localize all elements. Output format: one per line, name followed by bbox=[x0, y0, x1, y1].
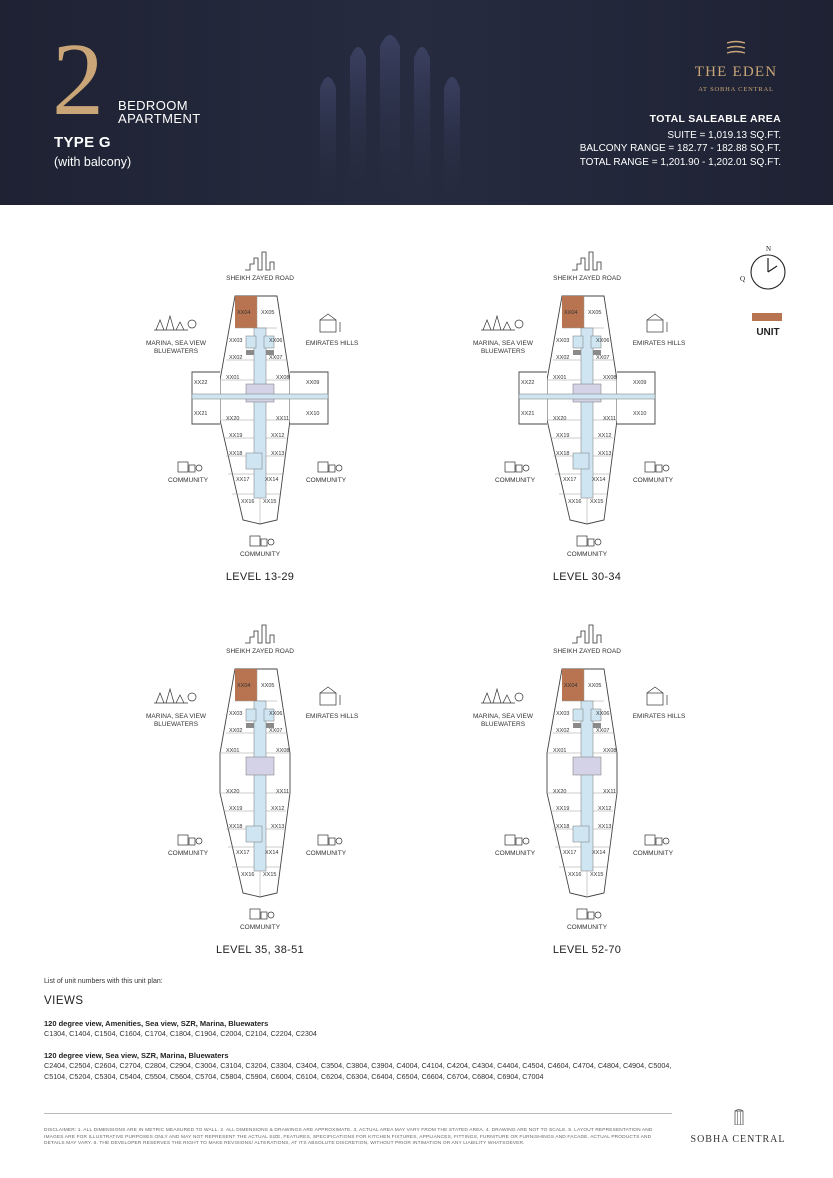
floorplan-level-35-38-51 bbox=[140, 621, 380, 966]
type-label: TYPE G bbox=[54, 134, 111, 151]
community-label-east: COMMUNITY bbox=[632, 477, 674, 484]
unit-label-u01: XX01 bbox=[226, 375, 240, 381]
unit-label-u06: XX06 bbox=[269, 338, 283, 344]
unit-label-u09: XX09 bbox=[306, 380, 320, 386]
unit-label-u13: XX13 bbox=[598, 824, 612, 830]
unit-label-u07: XX07 bbox=[269, 728, 283, 734]
wing-corridor bbox=[519, 394, 655, 399]
unit-label-u10: XX10 bbox=[633, 411, 647, 417]
arches-graphic bbox=[318, 28, 468, 205]
bedroom-number: 2 bbox=[52, 22, 104, 137]
core-stair-1 bbox=[573, 336, 583, 348]
unit-label-u03: XX03 bbox=[556, 338, 570, 344]
core-stair-3 bbox=[573, 826, 589, 842]
unit-label-u04: XX04 bbox=[237, 683, 251, 689]
community-label-south: COMMUNITY bbox=[239, 551, 281, 558]
unit-label-u17: XX17 bbox=[563, 850, 577, 856]
views-heading: VIEWS bbox=[44, 995, 84, 1007]
unit-label-u16: XX16 bbox=[568, 499, 582, 505]
core-stair-3 bbox=[246, 826, 262, 842]
view-group-units-1: C1304, C1404, C1504, C1604, C1704, C1804, C1904, C2004, C2104, C2204, C2304 bbox=[44, 1029, 317, 1038]
view-group-title-1: 120 degree view, Amenities, Sea view, SZR, Marina, Bluewaters bbox=[44, 1019, 269, 1028]
community-label-south: COMMUNITY bbox=[566, 551, 608, 558]
unit-label-u21: XX21 bbox=[194, 411, 208, 417]
unit-label-u21: XX21 bbox=[521, 411, 535, 417]
marina-line-2: BLUEWATERS bbox=[480, 721, 526, 728]
unit-label-u16: XX16 bbox=[241, 499, 255, 505]
unit-label-u18: XX18 bbox=[229, 824, 243, 830]
community-label-south: COMMUNITY bbox=[566, 924, 608, 931]
total-range: TOTAL RANGE = 1,201.90 - 1,202.01 SQ.FT. bbox=[579, 156, 781, 168]
unit-label-u05: XX05 bbox=[261, 683, 275, 689]
skyline-icon bbox=[572, 252, 601, 270]
unit-label-u02: XX02 bbox=[229, 355, 243, 361]
unit-label-u18: XX18 bbox=[229, 451, 243, 457]
q-marker: Q bbox=[740, 275, 746, 283]
road-label: SHEIKH ZAYED ROAD bbox=[226, 275, 294, 282]
emirates-hills-icon bbox=[647, 687, 667, 705]
unit-label-u15: XX15 bbox=[263, 499, 277, 505]
floorplan-level-13-29 bbox=[140, 248, 380, 593]
community-icon-2 bbox=[645, 835, 669, 845]
marina-line-1: MARINA, SEA VIEW bbox=[146, 340, 206, 347]
unit-label-u14: XX14 bbox=[592, 850, 606, 856]
core-corridor bbox=[254, 701, 266, 871]
unit-label-u22: XX22 bbox=[194, 380, 208, 386]
disclaimer-text: DISCLAIMER: 1. ALL DIMENSIONS ARE IN METRIC MEASURED TO WALL. 2. ALL DIMENSIONS & DRAWINGS ARE APPROXIMATE. 3. ACTUAL AREA MAY VARY FROM THE STATED AREA. 4. DRAWING ARE NOT TO SCALE. 5. LAYOUT REPRESENTATION AND IMAGES ARE FOR ILLUSTRATIVE PURPOSES ONLY AND MAY NOT REPRESENT THE ACTUAL SIZE, FEATURES, SPECIFICATIONS FOR KITCHEN FIXTURES, APPLIANCES, FITTINGS, FURNITURE OR FURNISHINGS AND FACADE. ACTUAL PRODUCTS AND DETAILS MAY VARY. 6. THE DEVELOPER RESERVES THE RIGHT TO MAKE REVISIONS/ ALTERATIONS, AT ITS ABSOLUTE DISCRETION, WITHOUT PRIOR INTIMATION OR ANY LIABILITY WHATSOEVER. bbox=[44, 1128, 653, 1147]
community-icon-1 bbox=[178, 462, 202, 472]
unit-label-u11: XX11 bbox=[603, 416, 617, 422]
unit-label-u14: XX14 bbox=[592, 477, 606, 483]
compass-icon bbox=[738, 244, 788, 294]
community-label-east: COMMUNITY bbox=[305, 477, 347, 484]
unit-label-u05: XX05 bbox=[588, 310, 602, 316]
marina-label bbox=[467, 713, 539, 729]
unit-label-u09: XX09 bbox=[633, 380, 647, 386]
unit-label-u13: XX13 bbox=[598, 451, 612, 457]
floorplan-drawing bbox=[467, 621, 707, 966]
road-label: SHEIKH ZAYED ROAD bbox=[226, 648, 294, 655]
unit-label-u12: XX12 bbox=[271, 433, 285, 439]
unit-label-u05: XX05 bbox=[588, 683, 602, 689]
core-corridor bbox=[581, 328, 593, 498]
marina-label bbox=[467, 340, 539, 356]
logo-title: THE EDEN bbox=[694, 64, 778, 80]
unit-label-u03: XX03 bbox=[556, 711, 570, 717]
marina-icon bbox=[481, 689, 523, 703]
saleable-area-title: TOTAL SALEABLE AREA bbox=[649, 113, 781, 125]
sobha-central-tower-icon bbox=[734, 1108, 744, 1125]
unit-label-u08: XX08 bbox=[276, 748, 290, 754]
unit-label-u15: XX15 bbox=[590, 499, 604, 505]
logo-subtitle: AT SOBHA CENTRAL bbox=[698, 86, 774, 93]
core-stair-1 bbox=[246, 336, 256, 348]
core-shaft-1 bbox=[573, 723, 581, 728]
floorplan-level-52-70 bbox=[467, 621, 707, 966]
level-title: LEVEL 13-29 bbox=[225, 571, 295, 583]
core-shaft-1 bbox=[246, 350, 254, 355]
unit-label-u02: XX02 bbox=[556, 355, 570, 361]
marina-line-1: MARINA, SEA VIEW bbox=[473, 340, 533, 347]
unit-label-u12: XX12 bbox=[598, 806, 612, 812]
core-corridor bbox=[581, 701, 593, 871]
unit-label-u11: XX11 bbox=[276, 789, 290, 795]
marina-label bbox=[140, 340, 212, 356]
floorplan-level-30-34 bbox=[467, 248, 707, 593]
core-stair-1 bbox=[246, 709, 256, 721]
core-lifts bbox=[573, 757, 601, 775]
unit-label-u20: XX20 bbox=[226, 789, 240, 795]
emirates-hills-label: EMIRATES HILLS bbox=[305, 713, 359, 720]
community-icon-3 bbox=[250, 909, 274, 919]
community-icon-2 bbox=[318, 835, 342, 845]
level-title: LEVEL 30-34 bbox=[552, 571, 622, 583]
community-icon-1 bbox=[178, 835, 202, 845]
community-label-west: COMMUNITY bbox=[167, 850, 209, 857]
emirates-hills-icon bbox=[320, 314, 340, 332]
community-label-east: COMMUNITY bbox=[632, 850, 674, 857]
marina-line-2: BLUEWATERS bbox=[480, 348, 526, 355]
community-icon-1 bbox=[505, 462, 529, 472]
level-title: LEVEL 35, 38-51 bbox=[216, 944, 304, 956]
unit-label-u20: XX20 bbox=[553, 789, 567, 795]
unit-label-u19: XX19 bbox=[229, 433, 243, 439]
apartment-line: APARTMENT bbox=[118, 111, 201, 126]
unit-label-u07: XX07 bbox=[596, 355, 610, 361]
footer-logo: SOBHA CENTRAL bbox=[690, 1134, 786, 1145]
unit-label-u02: XX02 bbox=[229, 728, 243, 734]
unit-label-u08: XX08 bbox=[276, 375, 290, 381]
bedroom-apartment-label bbox=[118, 99, 228, 125]
skyline-icon bbox=[245, 252, 274, 270]
header-banner bbox=[0, 0, 833, 205]
bedroom-line: BEDROOM bbox=[118, 98, 188, 113]
skyline-icon bbox=[245, 625, 274, 643]
unit-label-u15: XX15 bbox=[263, 872, 277, 878]
unit-label-u03: XX03 bbox=[229, 711, 243, 717]
marina-line-1: MARINA, SEA VIEW bbox=[146, 713, 206, 720]
unit-label-u16: XX16 bbox=[568, 872, 582, 878]
emirates-hills-label: EMIRATES HILLS bbox=[632, 340, 686, 347]
unit-label-u17: XX17 bbox=[236, 850, 250, 856]
community-icon-3 bbox=[577, 536, 601, 546]
community-icon-1 bbox=[505, 835, 529, 845]
unit-label-u19: XX19 bbox=[556, 806, 570, 812]
emirates-hills-label: EMIRATES HILLS bbox=[305, 340, 359, 347]
unit-label-u11: XX11 bbox=[603, 789, 617, 795]
core-lifts bbox=[246, 384, 274, 402]
unit-label-u01: XX01 bbox=[226, 748, 240, 754]
unit-legend-label: UNIT bbox=[756, 327, 780, 338]
unit-label-u14: XX14 bbox=[265, 477, 279, 483]
unit-label-u02: XX02 bbox=[556, 728, 570, 734]
view-group-title-2: 120 degree view, Sea view, SZR, Marina, Bluewaters bbox=[44, 1051, 229, 1060]
eden-leaf-icon bbox=[725, 40, 747, 56]
emirates-hills-label: EMIRATES HILLS bbox=[632, 713, 686, 720]
unit-label-u04: XX04 bbox=[237, 310, 251, 316]
unit-label-u18: XX18 bbox=[556, 451, 570, 457]
unit-label-u10: XX10 bbox=[306, 411, 320, 417]
marina-label bbox=[140, 713, 212, 729]
marina-line-2: BLUEWATERS bbox=[153, 721, 199, 728]
marina-icon bbox=[154, 316, 196, 330]
suite-area: SUITE = 1,019.13 SQ.FT. bbox=[667, 129, 781, 141]
community-label-east: COMMUNITY bbox=[305, 850, 347, 857]
unit-label-u07: XX07 bbox=[269, 355, 283, 361]
unit-list-intro: List of unit numbers with this unit plan: bbox=[44, 978, 163, 985]
unit-label-u11: XX11 bbox=[276, 416, 290, 422]
marina-line-1: MARINA, SEA VIEW bbox=[473, 713, 533, 720]
core-lifts bbox=[246, 757, 274, 775]
floorplan-drawing bbox=[140, 621, 380, 966]
core-corridor bbox=[254, 328, 266, 498]
community-icon-3 bbox=[250, 536, 274, 546]
unit-color-swatch bbox=[752, 313, 782, 321]
community-label-west: COMMUNITY bbox=[167, 477, 209, 484]
emirates-hills-icon bbox=[647, 314, 667, 332]
unit-label-u04: XX04 bbox=[564, 683, 578, 689]
unit-label-u22: XX22 bbox=[521, 380, 535, 386]
balcony-range: BALCONY RANGE = 182.77 - 182.88 SQ.FT. bbox=[579, 143, 781, 154]
community-label-west: COMMUNITY bbox=[494, 477, 536, 484]
unit-label-u13: XX13 bbox=[271, 824, 285, 830]
marina-icon bbox=[154, 689, 196, 703]
unit-label-u18: XX18 bbox=[556, 824, 570, 830]
unit-label-u06: XX06 bbox=[596, 711, 610, 717]
marina-line-2: BLUEWATERS bbox=[153, 348, 199, 355]
view-group-units-2: C2404, C2504, C2604, C2704, C2804, C2904, C3004, C3104, C3204, C3304, C3404, C3504, C3804, C3904, C4004, C4104, C4204, C4304, C4404, C4504, C4604, C4704, C4804, C4904, C5004, C5104, C5204, C5304, C5404, C5504, C5604, C5704, C5804, C5904, C6004, C6104, C6204, C6304, C6404, C6504, C6604, C6704, C6804, C6904, C7004 bbox=[44, 1061, 672, 1081]
core-stair-3 bbox=[246, 453, 262, 469]
unit-label-u19: XX19 bbox=[229, 806, 243, 812]
skyline-icon bbox=[572, 625, 601, 643]
unit-label-u13: XX13 bbox=[271, 451, 285, 457]
core-shaft-1 bbox=[246, 723, 254, 728]
core-stair-3 bbox=[573, 453, 589, 469]
core-shaft-1 bbox=[573, 350, 581, 355]
unit-label-u16: XX16 bbox=[241, 872, 255, 878]
unit-label-u17: XX17 bbox=[563, 477, 577, 483]
unit-label-u03: XX03 bbox=[229, 338, 243, 344]
unit-label-u12: XX12 bbox=[271, 806, 285, 812]
core-stair-1 bbox=[573, 709, 583, 721]
community-icon-3 bbox=[577, 909, 601, 919]
level-title: LEVEL 52-70 bbox=[552, 944, 622, 956]
unit-label-u06: XX06 bbox=[269, 711, 283, 717]
unit-label-u19: XX19 bbox=[556, 433, 570, 439]
saleable-area-block bbox=[580, 113, 781, 169]
balcony-label: (with balcony) bbox=[54, 155, 132, 169]
footer-divider bbox=[44, 1113, 672, 1114]
marina-icon bbox=[481, 316, 523, 330]
community-icon-2 bbox=[318, 462, 342, 472]
unit-label-u15: XX15 bbox=[590, 872, 604, 878]
unit-label-u20: XX20 bbox=[226, 416, 240, 422]
floorplan-drawing bbox=[467, 248, 707, 593]
emirates-hills-icon bbox=[320, 687, 340, 705]
unit-label-u17: XX17 bbox=[236, 477, 250, 483]
unit-label-u20: XX20 bbox=[553, 416, 567, 422]
community-label-south: COMMUNITY bbox=[239, 924, 281, 931]
unit-label-u07: XX07 bbox=[596, 728, 610, 734]
unit-label-u14: XX14 bbox=[265, 850, 279, 856]
unit-label-u12: XX12 bbox=[598, 433, 612, 439]
community-label-west: COMMUNITY bbox=[494, 850, 536, 857]
wing-corridor bbox=[192, 394, 328, 399]
north-marker: N bbox=[766, 245, 772, 253]
unit-label-u08: XX08 bbox=[603, 375, 617, 381]
unit-label-u05: XX05 bbox=[261, 310, 275, 316]
community-icon-2 bbox=[645, 462, 669, 472]
unit-label-u08: XX08 bbox=[603, 748, 617, 754]
core-lifts bbox=[573, 384, 601, 402]
unit-label-u04: XX04 bbox=[564, 310, 578, 316]
floorplan-drawing bbox=[140, 248, 380, 593]
unit-label-u01: XX01 bbox=[553, 748, 567, 754]
road-label: SHEIKH ZAYED ROAD bbox=[553, 275, 621, 282]
unit-label-u01: XX01 bbox=[553, 375, 567, 381]
road-label: SHEIKH ZAYED ROAD bbox=[553, 648, 621, 655]
unit-label-u06: XX06 bbox=[596, 338, 610, 344]
